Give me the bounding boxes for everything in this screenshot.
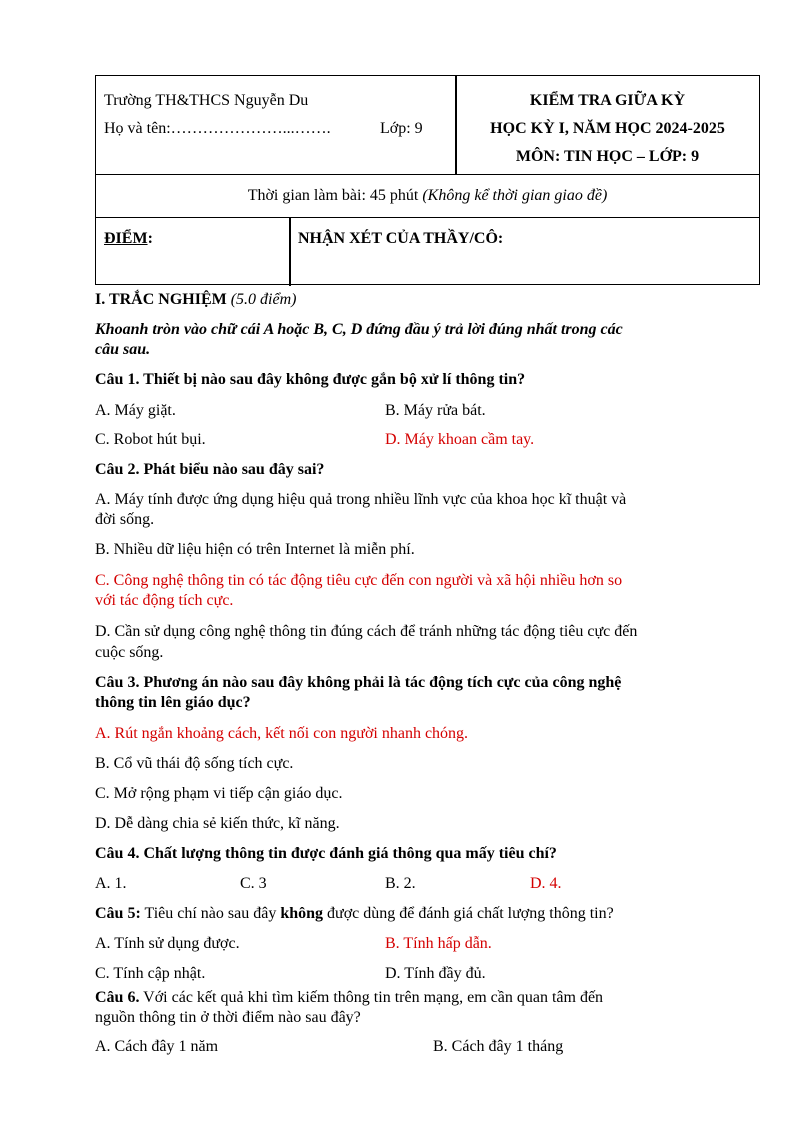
question-6-line-1 xyxy=(95,988,603,1008)
term-year: HỌC KỲ I, NĂM HỌC 2024-2025 xyxy=(490,120,725,137)
question-3-line-1: Câu 3. Phương án nào sau đây không phải là tác động tích cực của công nghệ xyxy=(95,674,622,691)
question-5 xyxy=(95,904,614,924)
exam-title: KIỂM TRA GIỮA KỲ xyxy=(529,92,686,109)
student-name-line: Họ và tên:…………………...……. xyxy=(104,120,331,137)
time-allowed-note: (Không kể thời gian giao đề) xyxy=(422,187,608,204)
score-colon: : xyxy=(147,230,153,247)
instruction-line-2: câu sau. xyxy=(95,341,151,358)
q1-option-a: A. Máy giặt. xyxy=(95,402,176,419)
question-4: Câu 4. Chất lượng thông tin được đánh giá thông qua mấy tiêu chí? xyxy=(95,845,557,862)
q5-option-b-answer: B. Tính hấp dẫn. xyxy=(385,935,492,952)
score-label: ĐIỂM xyxy=(104,230,148,247)
q5-text-post: được dùng để đánh giá chất lượng thông tin? xyxy=(323,905,614,922)
subject-line: MÔN: TIN HỌC – LỚP: 9 xyxy=(515,148,700,165)
q6-text-1: Với các kết quả khi tìm kiếm thông tin trên mạng, em cần quan tâm đến xyxy=(139,989,604,1006)
q6-label: Câu 6. xyxy=(95,989,140,1006)
q4-option-1: A. 1. xyxy=(95,875,127,892)
question-6-line-2: nguồn thông tin ở thời điểm nào sau đây? xyxy=(95,1009,361,1026)
q2-option-c-answer-line-2: với tác động tích cực. xyxy=(95,592,234,609)
q2-option-a-line-2: đời sống. xyxy=(95,511,155,528)
q5-option-c: C. Tính cập nhật. xyxy=(95,965,206,982)
q5-text-pre: Tiêu chí nào sau đây xyxy=(140,905,281,922)
question-2: Câu 2. Phát biểu nào sau đây sai? xyxy=(95,461,325,478)
q2-option-d-line-2: cuộc sống. xyxy=(95,644,164,661)
q2-option-a-line-1: A. Máy tính được ứng dụng hiệu quả trong nhiều lĩnh vực của khoa học kĩ thuật và xyxy=(95,491,627,508)
school-name: Trường TH&THCS Nguyễn Du xyxy=(104,92,309,109)
comment-label: NHẬN XÉT CỦA THẦY/CÔ: xyxy=(298,230,504,247)
q5-option-d: D. Tính đầy đủ. xyxy=(385,965,486,982)
q2-option-d-line-1: D. Cần sử dụng công nghệ thông tin đúng cách để tránh những tác động tiêu cực đến xyxy=(95,623,638,640)
q1-option-b: B. Máy rửa bát. xyxy=(385,402,486,419)
question-1: Câu 1. Thiết bị nào sau đây không được gắn bộ xử lí thông tin? xyxy=(95,371,526,388)
q4-option-3: B. 2. xyxy=(385,875,416,892)
q1-option-c: C. Robot hút bụi. xyxy=(95,431,206,448)
header-divider-bottom xyxy=(289,218,291,286)
score-heading xyxy=(104,229,153,249)
q5-text-bold: không xyxy=(280,905,324,922)
q4-option-4-answer: D. 4. xyxy=(530,875,562,892)
q1-option-d-answer: D. Máy khoan cầm tay. xyxy=(385,431,535,448)
q5-option-a: A. Tính sử dụng được. xyxy=(95,935,240,952)
q3-option-d: D. Dễ dàng chia sẻ kiến thức, kĩ năng. xyxy=(95,815,340,832)
q4-option-2: C. 3 xyxy=(240,875,267,892)
q2-option-c-answer-line-1: C. Công nghệ thông tin có tác động tiêu cực đến con người và xã hội nhiều hơn so xyxy=(95,572,623,589)
q6-option-a: A. Cách đây 1 năm xyxy=(95,1038,219,1055)
q2-option-b: B. Nhiều dữ liệu hiện có trên Internet là miễn phí. xyxy=(95,541,415,558)
time-allowed-text: Thời gian làm bài: 45 phút xyxy=(247,187,423,204)
section-points: (5.0 điểm) xyxy=(230,291,297,308)
question-3-line-2: thông tin lên giáo dục? xyxy=(95,694,251,711)
q3-option-c: C. Mở rộng phạm vi tiếp cận giáo dục. xyxy=(95,785,343,802)
class-label: Lớp: 9 xyxy=(380,120,423,137)
instruction-line-1: Khoanh tròn vào chữ cái A hoặc B, C, D đứng đầu ý trả lời đúng nhất trong các xyxy=(95,321,623,338)
q5-label: Câu 5: xyxy=(95,905,141,922)
time-allowed xyxy=(95,186,760,206)
section-title-text: I. TRẮC NGHIỆM xyxy=(95,291,231,308)
section-title xyxy=(95,290,296,310)
q3-option-a-answer: A. Rút ngắn khoảng cách, kết nối con người nhanh chóng. xyxy=(95,725,469,742)
q3-option-b: B. Cổ vũ thái độ sống tích cực. xyxy=(95,755,294,772)
q6-option-b: B. Cách đây 1 tháng xyxy=(433,1038,564,1055)
